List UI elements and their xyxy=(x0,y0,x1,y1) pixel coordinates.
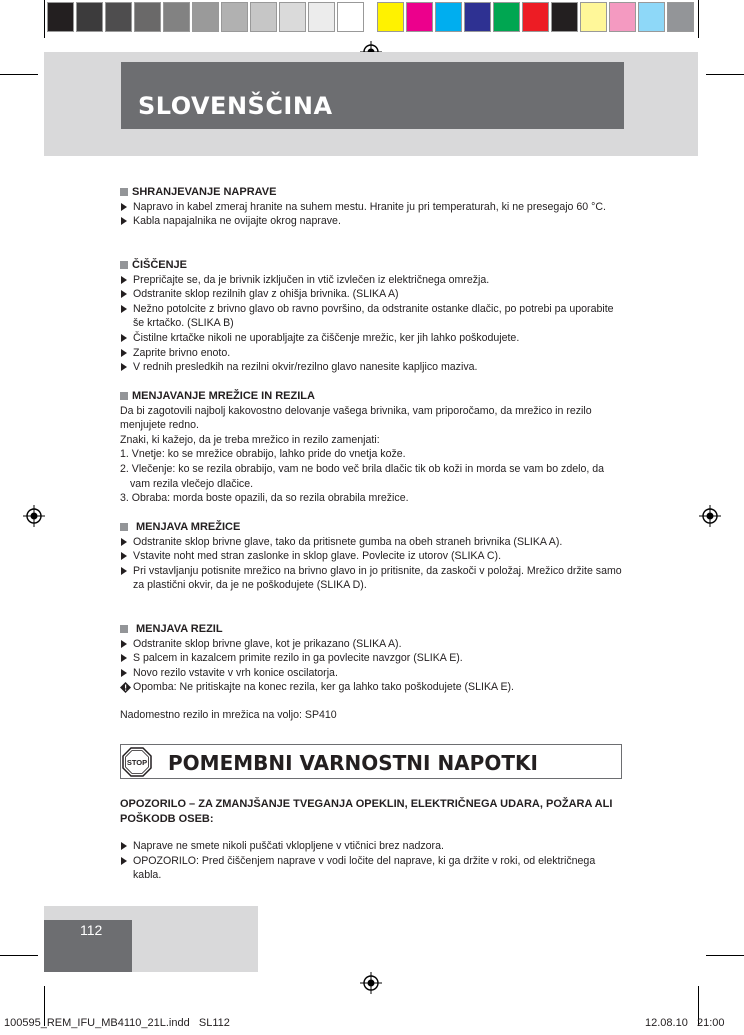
list-item: 3. Obraba: morda boste opazili, da so rezila obrabila mrežice. xyxy=(120,492,409,505)
crop-mark xyxy=(706,955,744,956)
color-swatch xyxy=(134,2,161,32)
crop-mark xyxy=(706,74,744,75)
list-item: Zaprite brivno enoto. xyxy=(120,346,625,361)
color-swatch xyxy=(435,2,462,32)
color-swatch xyxy=(192,2,219,32)
bullet-square-icon xyxy=(120,625,128,633)
list-item: Odstranite sklop rezilnih glav z ohišja brivnika. (SLIKA A) xyxy=(120,287,625,302)
registration-mark-icon xyxy=(360,972,382,994)
page-number: 112 xyxy=(80,922,103,938)
file-slug: 100595_REM_IFU_MB4110_21L.indd SL112 xyxy=(4,1017,230,1029)
section-heading: MENJAVANJE MREŽICE IN REZILA xyxy=(132,390,315,402)
color-swatch xyxy=(638,2,665,32)
color-swatch xyxy=(221,2,248,32)
safety-title: POMEMBNI VARNOSTNI NAPOTKI xyxy=(168,751,538,775)
list-item: OPOZORILO: Pred čiščenjem naprave v vodi ločite del naprave, ki ga držite v roki, od električnega kabla. xyxy=(120,854,625,883)
color-swatch xyxy=(609,2,636,32)
color-swatch xyxy=(250,2,277,32)
color-swatch xyxy=(580,2,607,32)
color-swatch xyxy=(76,2,103,32)
section-heading: MENJAVA MREŽICE xyxy=(136,521,241,533)
color-swatch xyxy=(308,2,335,32)
color-swatch xyxy=(163,2,190,32)
spare-parts-text: Nadomestno rezilo in mrežica na voljo: SP410 xyxy=(120,708,337,721)
color-swatch xyxy=(493,2,520,32)
list-item: 1. Vnetje: ko se mrežice obrabijo, lahko pride do vnetja kože. xyxy=(120,448,406,461)
list-item: Kabla napajalnika ne ovijajte okrog naprave. xyxy=(120,214,625,229)
note-item xyxy=(120,680,625,695)
color-swatch xyxy=(105,2,132,32)
list-item: 2. Vlečenje: ko se rezila obrabijo, vam ne bodo več brila dlačic tik ob koži in morda se vam bo zdelo, da vam rezila vlečejo dlačice. xyxy=(120,462,605,490)
list-item: Odstranite sklop brivne glave, tako da pritisnete gumba na obeh straneh brivnika (SLIKA A). xyxy=(120,535,625,550)
registration-mark-icon xyxy=(699,505,721,527)
section-heading: SHRANJEVANJE NAPRAVE xyxy=(132,186,277,198)
warning-heading: OPOZORILO – ZA ZMANJŠANJE TVEGANJA OPEKLIN, ELEKTRIČNEGA UDARA, POŽARA ALI POŠKODB OSEB: xyxy=(120,798,613,825)
bullet-square-icon xyxy=(120,188,128,196)
file-date: 12.08.10 21:00 xyxy=(645,1017,725,1029)
stop-sign-icon xyxy=(122,747,152,777)
list-item: V rednih presledkih na rezilni okvir/rezilno glavo nanesite kapljico maziva. xyxy=(120,360,625,375)
section-safety xyxy=(120,797,625,883)
color-swatch xyxy=(406,2,433,32)
paragraph: Da bi zagotovili najbolj kakovostno delovanje vašega brivnika, vam priporočamo, da mrežico in rezilo menjujete redno. xyxy=(120,404,592,432)
registration-mark-icon xyxy=(23,505,45,527)
color-swatch xyxy=(667,2,694,32)
page-title: SLOVENŠČINA xyxy=(138,92,333,120)
page-band xyxy=(132,906,258,972)
page-band xyxy=(44,906,132,920)
bullet-square-icon xyxy=(120,523,128,531)
stop-label: STOP xyxy=(126,758,148,767)
color-swatch xyxy=(464,2,491,32)
list-item: Napravo in kabel zmeraj hranite na suhem mestu. Hranite ju pri temperaturah, ki ne presegajo 60 °C. xyxy=(120,200,625,215)
list-item: Novo rezilo vstavite v vrh konice oscilatorja. xyxy=(120,666,625,681)
list-item: Prepričajte se, da je brivnik izključen in vtič izvlečen iz električnega omrežja. xyxy=(120,273,625,288)
section-foil xyxy=(120,520,625,593)
crop-mark xyxy=(44,0,45,38)
section-replacing xyxy=(120,389,625,506)
list-item: Pri vstavljanju potisnite mrežico na brivno glavo in jo pritisnite, da zaskoči v položaj. Mrežico držite samo za plastični okvir, da je ne poškodujete (SLIKA D). xyxy=(120,564,625,593)
crop-mark xyxy=(698,0,699,38)
section-storage xyxy=(120,185,625,229)
list-item: Vstavite noht med stran zaslonke in sklop glave. Povlecite iz utorov (SLIKA C). xyxy=(120,549,625,564)
color-swatch xyxy=(279,2,306,32)
crop-mark xyxy=(0,74,38,75)
section-heading: ČIŠČENJE xyxy=(132,259,188,271)
section-blades xyxy=(120,622,625,723)
warning-diamond-icon xyxy=(120,682,131,693)
color-swatch xyxy=(377,2,404,32)
note-text: Opomba: Ne pritiskajte na konec rezila, ker ga lahko tako poškodujete (SLIKA E). xyxy=(133,681,514,694)
list-item: Nežno potolcite z brivno glavo ob ravno površino, da odstranite ostanke dlačic, po potrebi pa uporabite še krtačko. (SLIKA B) xyxy=(120,302,625,331)
paragraph: Znaki, ki kažejo, da je treba mrežico in rezilo zamenjati: xyxy=(120,433,380,446)
color-swatch xyxy=(337,2,364,32)
list-item: S palcem in kazalcem primite rezilo in ga povlecite navzgor (SLIKA E). xyxy=(120,651,625,666)
list-item: Naprave ne smete nikoli puščati vklopljene v vtičnici brez nadzora. xyxy=(120,839,625,854)
bullet-square-icon xyxy=(120,392,128,400)
list-item: Čistilne krtačke nikoli ne uporabljajte za čiščenje mrežic, ker jih lahko poškodujete. xyxy=(120,331,625,346)
color-swatch xyxy=(522,2,549,32)
color-swatch xyxy=(551,2,578,32)
bullet-square-icon xyxy=(120,261,128,269)
list-item: Odstranite sklop brivne glave, kot je prikazano (SLIKA A). xyxy=(120,637,625,652)
color-swatch xyxy=(47,2,74,32)
section-cleaning xyxy=(120,258,625,375)
section-heading: MENJAVA REZIL xyxy=(136,623,223,635)
crop-mark xyxy=(0,955,38,956)
